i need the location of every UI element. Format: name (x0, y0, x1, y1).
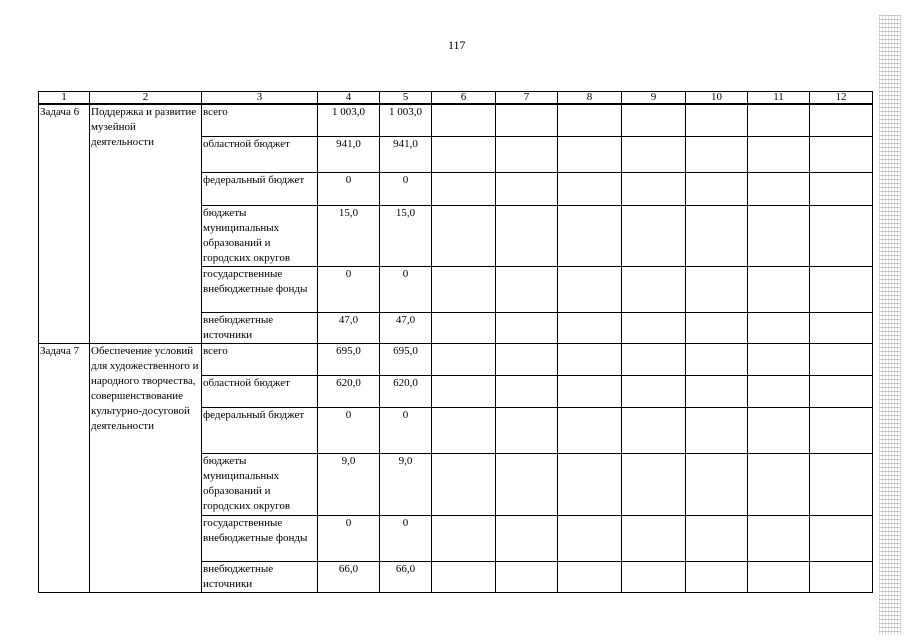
value-col5: 66,0 (380, 561, 432, 592)
value-col4: 695,0 (318, 343, 380, 375)
column-header: 6 (432, 92, 496, 105)
funding-source: областной бюджет (202, 375, 318, 407)
value-col4: 941,0 (318, 136, 380, 172)
column-header: 9 (622, 92, 686, 105)
value-col5: 0 (380, 407, 432, 453)
column-header: 7 (496, 92, 558, 105)
column-header: 4 (318, 92, 380, 105)
value-col5: 47,0 (380, 312, 432, 343)
value-col4: 0 (318, 266, 380, 312)
column-header: 11 (748, 92, 810, 105)
column-header: 8 (558, 92, 622, 105)
funding-source: федеральный бюджет (202, 407, 318, 453)
scan-edge-artifact (879, 15, 901, 635)
funding-source: внебюджетные источники (202, 312, 318, 343)
value-col5: 9,0 (380, 453, 432, 515)
value-col5: 941,0 (380, 136, 432, 172)
task-name: Поддержка и развитие музейной деятельности (90, 104, 202, 343)
value-col5: 15,0 (380, 205, 432, 266)
funding-source: внебюджетные источники (202, 561, 318, 592)
table-row (39, 343, 873, 375)
column-header: 12 (810, 92, 873, 105)
task-id: Задача 6 (39, 104, 90, 343)
value-col4: 66,0 (318, 561, 380, 592)
page-number: 117 (448, 38, 466, 52)
funding-source: федеральный бюджет (202, 172, 318, 205)
funding-source: бюджеты муниципальных образований и городских округов (202, 453, 318, 515)
funding-source: областной бюджет (202, 136, 318, 172)
task-id: Задача 7 (39, 343, 90, 592)
column-header: 3 (202, 92, 318, 105)
value-col5: 620,0 (380, 375, 432, 407)
funding-source: всего (202, 104, 318, 136)
value-col5: 0 (380, 172, 432, 205)
value-col5: 1 003,0 (380, 104, 432, 136)
value-col4: 9,0 (318, 453, 380, 515)
value-col4: 0 (318, 407, 380, 453)
value-col4: 0 (318, 515, 380, 561)
column-header: 1 (39, 92, 90, 105)
value-col4: 1 003,0 (318, 104, 380, 136)
column-header: 5 (380, 92, 432, 105)
task-name: Обеспечение условий для художественного и народного творчества, совершенствование культурно-досуговой деятельности (90, 343, 202, 592)
value-col4: 620,0 (318, 375, 380, 407)
column-header: 10 (686, 92, 748, 105)
table-row (39, 104, 873, 136)
column-header: 2 (90, 92, 202, 105)
value-col5: 0 (380, 515, 432, 561)
value-col4: 47,0 (318, 312, 380, 343)
column-number-row (39, 92, 873, 105)
budget-table (38, 91, 873, 593)
value-col5: 0 (380, 266, 432, 312)
value-col5: 695,0 (380, 343, 432, 375)
funding-source: всего (202, 343, 318, 375)
value-col4: 0 (318, 172, 380, 205)
funding-source: бюджеты муниципальных образований и городских округов (202, 205, 318, 266)
value-col4: 15,0 (318, 205, 380, 266)
funding-source: государственные внебюджетные фонды (202, 266, 318, 312)
funding-source: государственные внебюджетные фонды (202, 515, 318, 561)
